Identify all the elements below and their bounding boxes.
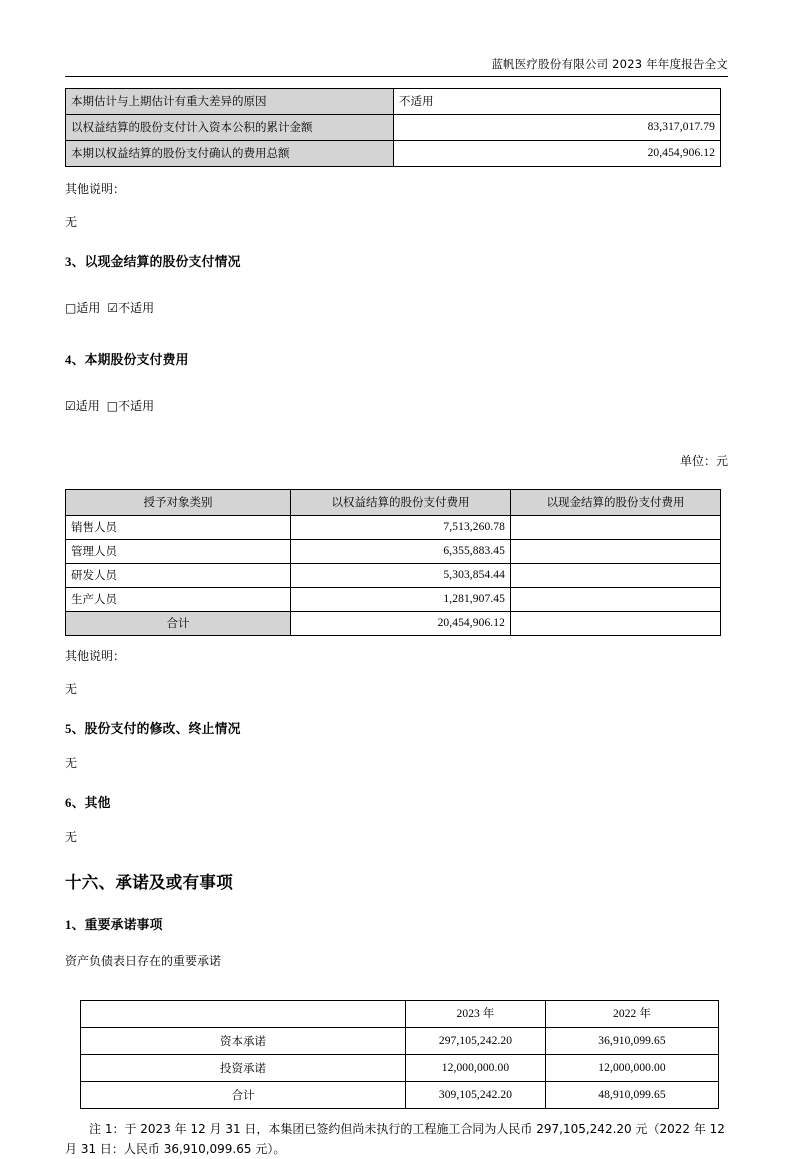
section-16-1-number: 1 — [65, 918, 72, 932]
section-16-1-intro: 资产负债表日存在的重要承诺 — [65, 954, 222, 968]
other-notes-label-1: 其他说明： — [65, 182, 126, 196]
expense-category-cell: 研发人员 — [66, 564, 291, 588]
expense-total-cash — [511, 612, 721, 636]
footnote-text: 注 1：于 2023 年 12 月 31 日，本集团已签约但尚未执行的工程施工合同为人民币 297,105,242.20 元（2022 年 12 月 31 日：人民币 36,910,099.65 元）。 — [65, 1122, 725, 1156]
commitments-total-2023: 309,105,242.20 — [406, 1082, 546, 1109]
section-4-separator: 、 — [71, 353, 85, 368]
expense-category-cell: 管理人员 — [66, 540, 291, 564]
estimates-value-cell: 20,454,906.12 — [394, 141, 721, 167]
expense-header-cash: 以现金结算的股份支付费用 — [511, 490, 721, 516]
heading-section-4 — [65, 351, 728, 370]
expense-header-equity: 以权益结算的股份支付费用 — [291, 490, 511, 516]
heading-section-5 — [65, 720, 728, 739]
not-applicable-option-3 — [107, 301, 154, 315]
estimates-label-cell: 本期以权益结算的股份支付确认的费用总额 — [66, 141, 394, 167]
commitments-2023-cell: 297,105,242.20 — [406, 1028, 546, 1055]
commitments-item-cell: 投资承诺 — [81, 1055, 406, 1082]
applicable-option-3 — [65, 301, 100, 315]
table-row — [81, 1028, 719, 1055]
commitments-header-2023: 2023 年 — [406, 1001, 546, 1028]
section-4-number: 4 — [65, 353, 72, 367]
other-notes-value-1: 无 — [65, 215, 78, 229]
table-row — [66, 516, 721, 540]
section-5-body: 无 — [65, 756, 78, 770]
table-header-row — [81, 1001, 719, 1028]
section-6-separator: 、 — [71, 796, 85, 811]
commitments-2022-cell: 12,000,000.00 — [546, 1055, 719, 1082]
other-notes-label-2: 其他说明： — [65, 649, 126, 663]
table-row — [66, 115, 721, 141]
checkbox-unchecked-icon: □ — [65, 301, 77, 315]
commitments-total-2022: 48,910,099.65 — [546, 1082, 719, 1109]
estimates-value-cell: 不适用 — [394, 89, 721, 115]
table-row — [66, 540, 721, 564]
table-total-row — [81, 1082, 719, 1109]
applicability-section-3 — [65, 300, 728, 317]
commitments-total-label: 合计 — [81, 1082, 406, 1109]
checkbox-unchecked-icon: □ — [106, 399, 119, 413]
page-header — [65, 56, 728, 82]
section-6-number: 6 — [65, 796, 72, 810]
not-applicable-option-4 — [107, 399, 154, 413]
share-payment-expense-table — [65, 489, 721, 636]
commitments-item-cell: 资本承诺 — [81, 1028, 406, 1055]
section-5-title: 股份支付的修改、终止情况 — [84, 722, 241, 737]
expense-total-label: 合计 — [66, 612, 291, 636]
commitments-2022-cell: 36,910,099.65 — [546, 1028, 719, 1055]
section-6-title: 其他 — [84, 796, 111, 811]
heading-section-3 — [65, 253, 728, 272]
table-row — [66, 564, 721, 588]
header-title: 蓝帆医疗股份有限公司 2023 年年度报告全文 — [491, 57, 728, 71]
expense-cash-cell — [511, 588, 721, 612]
commitments-header-2022: 2022 年 — [546, 1001, 719, 1028]
section-5-number: 5 — [65, 722, 72, 736]
section-16-1-title: 重要承诺事项 — [84, 918, 163, 933]
commitments-2023-cell: 12,000,000.00 — [406, 1055, 546, 1082]
heading-section-6 — [65, 794, 728, 813]
applicable-label-4: 适用 — [75, 399, 100, 413]
heading-section-16-1 — [65, 916, 728, 935]
table-header-row — [66, 490, 721, 516]
table-total-row — [66, 612, 721, 636]
applicable-label-3: 适用 — [76, 301, 101, 315]
section-3-title: 以现金结算的股份支付情况 — [84, 255, 241, 270]
applicable-option-4 — [65, 399, 100, 413]
expense-cash-cell — [511, 540, 721, 564]
unit-label: 单位：元 — [679, 454, 728, 468]
expense-cash-cell — [511, 516, 721, 540]
heading-section-16: 十六、承诺及或有事项 — [65, 873, 233, 892]
estimates-value-cell: 83,317,017.79 — [394, 115, 721, 141]
table-row — [66, 89, 721, 115]
other-notes-value-2: 无 — [65, 682, 78, 696]
section-5-separator: 、 — [71, 722, 85, 737]
expense-equity-cell: 1,281,907.45 — [291, 588, 511, 612]
applicability-section-4 — [65, 398, 728, 415]
expense-equity-cell: 5,303,854.44 — [291, 564, 511, 588]
not-applicable-label-3: 不适用 — [118, 301, 155, 315]
table-row — [66, 588, 721, 612]
estimates-label-cell: 本期估计与上期估计有重大差异的原因 — [66, 89, 394, 115]
expense-category-cell: 销售人员 — [66, 516, 291, 540]
expense-equity-cell: 6,355,883.45 — [291, 540, 511, 564]
page-content — [65, 88, 728, 1159]
header-divider — [65, 76, 728, 77]
expense-cash-cell — [511, 564, 721, 588]
section-3-number: 3 — [65, 255, 72, 269]
section-6-body: 无 — [65, 830, 78, 844]
estimates-table — [65, 88, 721, 167]
commitments-header-item — [81, 1001, 406, 1028]
section-16-1-separator: 、 — [71, 918, 85, 933]
not-applicable-label-4: 不适用 — [118, 399, 155, 413]
expense-equity-cell: 7,513,260.78 — [291, 516, 511, 540]
commitments-table — [80, 1000, 719, 1109]
checkbox-checked-icon: ☑ — [107, 301, 119, 315]
table-row — [66, 141, 721, 167]
table-row — [81, 1055, 719, 1082]
section-3-separator: 、 — [71, 255, 85, 270]
expense-category-cell: 生产人员 — [66, 588, 291, 612]
estimates-label-cell: 以权益结算的股份支付计入资本公积的累计金额 — [66, 115, 394, 141]
section-4-title: 本期股份支付费用 — [84, 353, 189, 368]
expense-header-category: 授予对象类别 — [66, 490, 291, 516]
expense-total-equity: 20,454,906.12 — [291, 612, 511, 636]
checkbox-checked-icon: ☑ — [65, 399, 76, 413]
